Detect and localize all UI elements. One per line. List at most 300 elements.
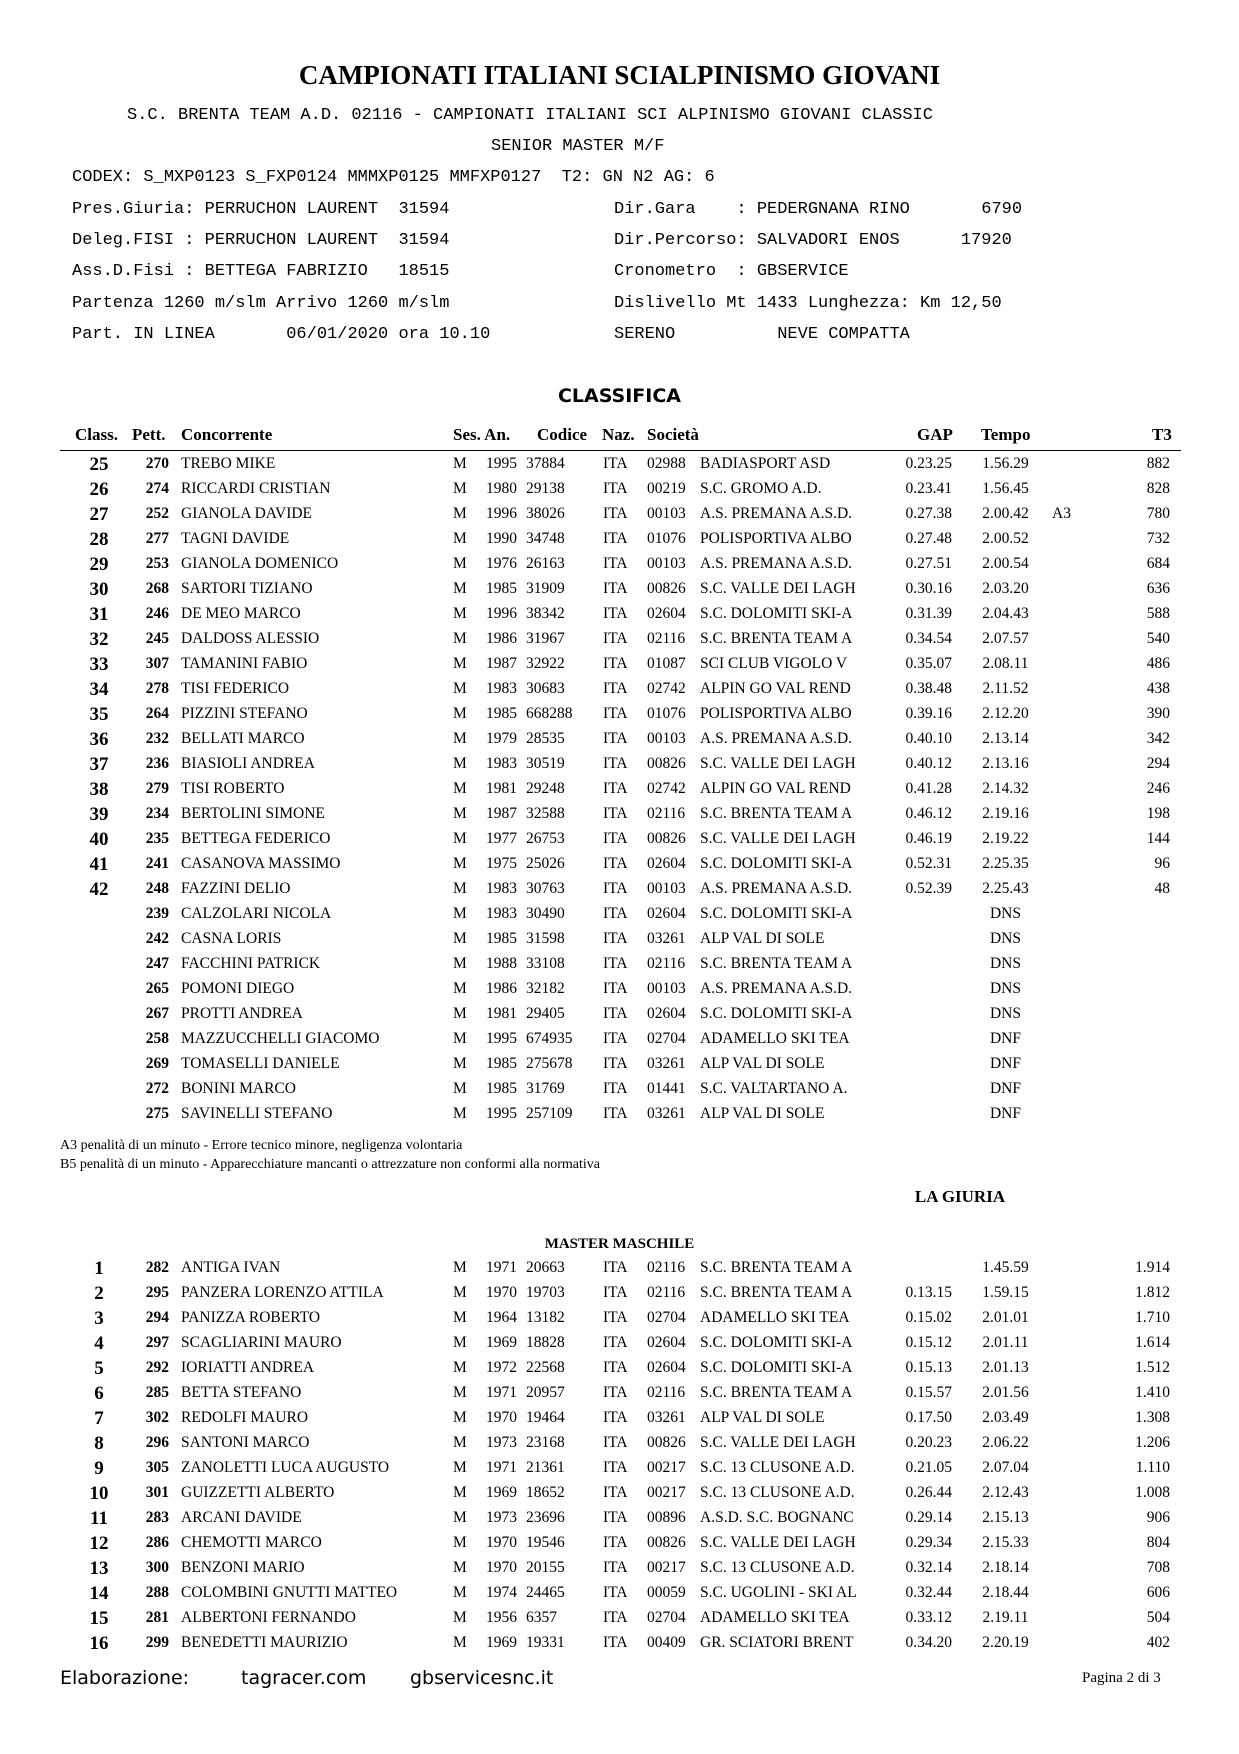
- cell-club: S.C. VALTARTANO A.: [700, 1080, 848, 1097]
- cell-name: DALDOSS ALESSIO: [181, 630, 320, 647]
- cell-nation: ITA: [603, 1559, 628, 1576]
- cell-name: TREBO MIKE: [181, 455, 276, 472]
- cell-nation: ITA: [603, 930, 628, 947]
- cell-bib: 245: [145, 630, 169, 647]
- cell-time: 2.11.52: [982, 680, 1029, 697]
- cell-gap: 0.41.28: [905, 780, 952, 797]
- cell-sex: M: [453, 530, 467, 547]
- table-row: [0, 477, 1239, 502]
- cell-bib: 300: [145, 1559, 169, 1576]
- cell-club: POLISPORTIVA ALBO: [700, 705, 852, 722]
- cell-sex: M: [453, 1259, 467, 1276]
- cell-points: 402: [1146, 1634, 1170, 1651]
- cell-fisi-code: 28535: [526, 730, 565, 747]
- col-tempo: Tempo: [981, 425, 1031, 444]
- cell-time: 2.19.22: [982, 830, 1029, 847]
- cell-club: A.S. PREMANA A.S.D.: [700, 880, 853, 897]
- cell-position: 8: [94, 1433, 104, 1454]
- cell-sex: M: [453, 780, 467, 797]
- cell-name: CHEMOTTI MARCO: [181, 1534, 322, 1551]
- table-row: [0, 1556, 1239, 1581]
- note-a3: A3 penalità di un minuto - Errore tecnico minore, negligenza volontaria: [60, 1138, 463, 1153]
- cell-nation: ITA: [603, 655, 628, 672]
- cell-nation: ITA: [603, 980, 628, 997]
- cell-club-code: 03261: [647, 1105, 686, 1122]
- cell-year: 1969: [486, 1334, 517, 1351]
- cell-fisi-code: 668288: [526, 705, 573, 722]
- cell-fisi-code: 275678: [526, 1055, 573, 1072]
- cell-time: 1.56.29: [982, 455, 1029, 472]
- cell-points: 540: [1146, 630, 1170, 647]
- cell-bib: 278: [145, 680, 169, 697]
- cell-fisi-code: 19331: [526, 1634, 565, 1651]
- cell-club-code: 02604: [647, 1005, 686, 1022]
- footer-link-tagracer[interactable]: tagracer.com: [241, 1667, 367, 1689]
- cell-name: POMONI DIEGO: [181, 980, 295, 997]
- cell-year: 1964: [486, 1309, 517, 1326]
- cell-fisi-code: 23696: [526, 1509, 565, 1526]
- meteo-line: SERENO NEVE COMPATTA: [614, 325, 910, 344]
- cell-nation: ITA: [603, 1584, 628, 1601]
- col-naz: Naz.: [602, 425, 635, 444]
- footer-elaborazione: Elaborazione:: [60, 1667, 190, 1689]
- cell-gap: 0.38.48: [905, 680, 952, 697]
- cell-time: 2.15.13: [982, 1509, 1029, 1526]
- table-row: [0, 652, 1239, 677]
- cell-fisi-code: 26753: [526, 830, 565, 847]
- cell-gap: 0.26.44: [905, 1484, 952, 1501]
- deleg-fisi: Deleg.FISI : PERRUCHON LAURENT 31594: [72, 231, 450, 250]
- cell-nation: ITA: [603, 705, 628, 722]
- cell-points: 906: [1146, 1509, 1170, 1526]
- cell-points: 780: [1146, 505, 1170, 522]
- cell-club-code: 00409: [647, 1634, 686, 1651]
- cell-gap: 0.23.25: [905, 455, 952, 472]
- cell-sex: M: [453, 955, 467, 972]
- col-ses-an: Ses. An.: [453, 425, 511, 444]
- table-row: [0, 1456, 1239, 1481]
- master-section-title: MASTER MASCHILE: [544, 1236, 695, 1252]
- cell-bib: 247: [145, 955, 169, 972]
- cell-year: 1973: [486, 1434, 517, 1451]
- table-row: [0, 602, 1239, 627]
- table-row: [0, 1306, 1239, 1331]
- cell-name: TAGNI DAVIDE: [181, 530, 290, 547]
- cell-nation: ITA: [603, 1509, 628, 1526]
- cell-time: 2.19.16: [982, 805, 1029, 822]
- cell-fisi-code: 19703: [526, 1284, 565, 1301]
- cell-year: 1985: [486, 705, 517, 722]
- cell-position: 34: [89, 679, 109, 700]
- cell-points: 1.410: [1135, 1384, 1170, 1401]
- cell-gap: 0.32.44: [905, 1584, 952, 1601]
- table-row: [0, 502, 1239, 527]
- cell-gap: 0.32.14: [905, 1559, 952, 1576]
- cell-fisi-code: 32588: [526, 805, 565, 822]
- cell-time: 1.45.59: [982, 1259, 1029, 1276]
- cell-nation: ITA: [603, 1080, 628, 1097]
- cell-nation: ITA: [603, 680, 628, 697]
- cell-position: 32: [89, 629, 109, 650]
- cell-bib: 246: [145, 605, 169, 622]
- cell-fisi-code: 20155: [526, 1559, 565, 1576]
- cell-fisi-code: 33108: [526, 955, 565, 972]
- cell-bib: 269: [145, 1055, 169, 1072]
- cell-sex: M: [453, 580, 467, 597]
- cell-gap: 0.20.23: [905, 1434, 952, 1451]
- cell-club: S.C. BRENTA TEAM A: [700, 805, 853, 822]
- cell-club-code: 03261: [647, 930, 686, 947]
- cell-name: TISI FEDERICO: [181, 680, 290, 697]
- cell-time: 2.01.13: [982, 1359, 1029, 1376]
- cell-nation: ITA: [603, 1384, 628, 1401]
- cell-club: S.C. UGOLINI - SKI AL: [700, 1584, 857, 1601]
- cell-sex: M: [453, 1105, 467, 1122]
- cell-time: 2.13.14: [982, 730, 1029, 747]
- cell-club: S.C. DOLOMITI SKI-A: [700, 855, 853, 872]
- cell-gap: 0.15.13: [905, 1359, 952, 1376]
- part-line: Part. IN LINEA 06/01/2020 ora 10.10: [72, 325, 491, 344]
- cell-club: S.C. 13 CLUSONE A.D.: [700, 1559, 855, 1576]
- cell-points: 1.008: [1135, 1484, 1170, 1501]
- dislivello: Dislivello Mt 1433 Lunghezza: Km 12,50: [614, 294, 1002, 313]
- cell-club: S.C. 13 CLUSONE A.D.: [700, 1459, 855, 1476]
- cell-year: 1971: [486, 1459, 517, 1476]
- cell-time: 2.00.52: [982, 530, 1029, 547]
- cell-club: S.C. VALLE DEI LAGH: [700, 1534, 856, 1551]
- cell-club-code: 00826: [647, 580, 686, 597]
- cell-bib: 281: [145, 1609, 169, 1626]
- table-row: [0, 552, 1239, 577]
- table-row: [0, 1506, 1239, 1531]
- cell-time: 2.25.35: [982, 855, 1029, 872]
- cell-name: BELLATI MARCO: [181, 730, 305, 747]
- cell-nation: ITA: [603, 1634, 628, 1651]
- cell-gap: 0.29.14: [905, 1509, 952, 1526]
- cell-gap: 0.33.12: [905, 1609, 952, 1626]
- col-concorrente: Concorrente: [181, 425, 273, 444]
- cell-sex: M: [453, 555, 467, 572]
- cell-name: ZANOLETTI LUCA AUGUSTO: [181, 1459, 390, 1476]
- cell-position: 5: [94, 1358, 104, 1379]
- cell-year: 1988: [486, 955, 517, 972]
- cell-time: 2.13.16: [982, 755, 1029, 772]
- cell-name: CALZOLARI NICOLA: [181, 905, 332, 922]
- cell-bib: 274: [145, 480, 169, 497]
- cell-year: 1981: [486, 780, 517, 797]
- cell-club: S.C. VALLE DEI LAGH: [700, 1434, 856, 1451]
- cell-club-code: 02604: [647, 905, 686, 922]
- cell-club: A.S. PREMANA A.S.D.: [700, 980, 853, 997]
- cell-gap: 0.52.31: [905, 855, 952, 872]
- cell-position: 31: [89, 604, 109, 625]
- cell-sex: M: [453, 480, 467, 497]
- cell-time: 2.06.22: [982, 1434, 1029, 1451]
- cell-year: 1971: [486, 1259, 517, 1276]
- table-row: [0, 852, 1239, 877]
- cell-position: 42: [89, 879, 109, 900]
- cell-club-code: 00896: [647, 1509, 686, 1526]
- cell-club-code: 00103: [647, 730, 686, 747]
- cell-club-code: 01441: [647, 1080, 686, 1097]
- table-row: [0, 952, 1239, 977]
- cell-fisi-code: 29248: [526, 780, 565, 797]
- cell-year: 1977: [486, 830, 517, 847]
- cell-sex: M: [453, 630, 467, 647]
- cell-nation: ITA: [603, 1005, 628, 1022]
- table-row: [0, 1256, 1239, 1281]
- cell-fisi-code: 37884: [526, 455, 565, 472]
- giuria-label: LA GIURIA: [914, 1187, 1006, 1206]
- table-row: [0, 1481, 1239, 1506]
- cell-club-code: 00826: [647, 1534, 686, 1551]
- cell-fisi-code: 23168: [526, 1434, 565, 1451]
- cell-time: 2.07.57: [982, 630, 1029, 647]
- cell-bib: 241: [145, 855, 169, 872]
- cell-position: 2: [94, 1283, 104, 1304]
- race-line: S.C. BRENTA TEAM A.D. 02116 - CAMPIONATI ITALIANI SCI ALPINISMO GIOVANI CLASSIC: [127, 106, 933, 125]
- cell-club: S.C. GROMO A.D.: [700, 480, 822, 497]
- cell-sex: M: [453, 1409, 467, 1426]
- cell-club: A.S. PREMANA A.S.D.: [700, 555, 853, 572]
- cell-time: 2.12.43: [982, 1484, 1029, 1501]
- cell-year: 1972: [486, 1359, 517, 1376]
- cell-sex: M: [453, 655, 467, 672]
- cell-nation: ITA: [603, 1055, 628, 1072]
- cell-points: 198: [1146, 805, 1170, 822]
- table-row: [0, 677, 1239, 702]
- cell-points: 246: [1146, 780, 1170, 797]
- cell-bib: 302: [145, 1409, 169, 1426]
- cell-sex: M: [453, 605, 467, 622]
- cell-bib: 235: [145, 830, 169, 847]
- cell-year: 1973: [486, 1509, 517, 1526]
- cell-name: RICCARDI CRISTIAN: [181, 480, 331, 497]
- cell-bib: 275: [145, 1105, 169, 1122]
- cell-nation: ITA: [603, 1105, 628, 1122]
- cell-sex: M: [453, 1005, 467, 1022]
- cell-points: 1.614: [1135, 1334, 1170, 1351]
- cell-time: 2.01.01: [982, 1309, 1029, 1326]
- cell-points: 342: [1146, 730, 1170, 747]
- cell-points: 828: [1146, 480, 1170, 497]
- cell-gap: 0.27.51: [905, 555, 952, 572]
- cronometro: Cronometro : GBSERVICE: [614, 262, 849, 281]
- cell-nation: ITA: [603, 830, 628, 847]
- cell-year: 1985: [486, 1055, 517, 1072]
- cell-points: 1.512: [1135, 1359, 1170, 1376]
- cell-fisi-code: 18828: [526, 1334, 565, 1351]
- cell-position: 25: [89, 454, 109, 475]
- cell-club: SCI CLUB VIGOLO V: [700, 655, 848, 672]
- category-line: SENIOR MASTER M/F: [491, 137, 665, 156]
- cell-bib: 258: [145, 1030, 169, 1047]
- cell-nation: ITA: [603, 555, 628, 572]
- cell-points: 390: [1146, 705, 1170, 722]
- cell-club-code: 02704: [647, 1309, 686, 1326]
- cell-club: S.C. BRENTA TEAM A: [700, 1259, 853, 1276]
- cell-time: 2.20.19: [982, 1634, 1029, 1651]
- cell-name: BONINI MARCO: [181, 1080, 296, 1097]
- cell-name: TISI ROBERTO: [181, 780, 285, 797]
- cell-points: 804: [1146, 1534, 1170, 1551]
- cell-club-code: 02742: [647, 680, 686, 697]
- partenza: Partenza 1260 m/slm Arrivo 1260 m/slm: [72, 294, 450, 313]
- cell-club: S.C. VALLE DEI LAGH: [700, 580, 856, 597]
- table-row: [0, 902, 1239, 927]
- cell-club: S.C. BRENTA TEAM A: [700, 630, 853, 647]
- note-b5: B5 penalità di un minuto - Apparecchiature mancanti o attrezzature non conformi alla normativa: [60, 1157, 600, 1172]
- cell-club-code: 00826: [647, 830, 686, 847]
- cell-sex: M: [453, 730, 467, 747]
- cell-name: ALBERTONI FERNANDO: [181, 1609, 356, 1626]
- cell-fisi-code: 20663: [526, 1259, 565, 1276]
- cell-position: 37: [89, 754, 109, 775]
- cell-points: 1.914: [1135, 1259, 1170, 1276]
- cell-nation: ITA: [603, 1284, 628, 1301]
- codex-line: CODEX: S_MXP0123 S_FXP0124 MMMXP0125 MMFXP0127 T2: GN N2 AG: 6: [72, 168, 715, 187]
- cell-gap: 0.13.15: [905, 1284, 952, 1301]
- cell-sex: M: [453, 1284, 467, 1301]
- cell-nation: ITA: [603, 580, 628, 597]
- cell-club: ADAMELLO SKI TEA: [700, 1609, 850, 1626]
- cell-club-code: 01076: [647, 530, 686, 547]
- cell-club: S.C. BRENTA TEAM A: [700, 1284, 853, 1301]
- cell-fisi-code: 31769: [526, 1080, 565, 1097]
- cell-club: ADAMELLO SKI TEA: [700, 1309, 850, 1326]
- cell-position: 4: [94, 1333, 104, 1354]
- cell-year: 1983: [486, 755, 517, 772]
- cell-name: DE MEO MARCO: [181, 605, 301, 622]
- cell-bib: 242: [145, 930, 169, 947]
- cell-year: 1979: [486, 730, 517, 747]
- cell-sex: M: [453, 1584, 467, 1601]
- cell-sex: M: [453, 880, 467, 897]
- cell-name: BETTA STEFANO: [181, 1384, 302, 1401]
- cell-bib: 264: [145, 705, 169, 722]
- cell-points: 708: [1146, 1559, 1170, 1576]
- cell-bib: 265: [145, 980, 169, 997]
- cell-name: CASNA LORIS: [181, 930, 282, 947]
- table-row: [0, 1102, 1239, 1127]
- cell-nation: ITA: [603, 730, 628, 747]
- cell-time: DNS: [989, 955, 1021, 972]
- cell-bib: 292: [145, 1359, 169, 1376]
- cell-club-code: 02742: [647, 780, 686, 797]
- cell-sex: M: [453, 1459, 467, 1476]
- cell-year: 1996: [486, 505, 517, 522]
- cell-bib: 239: [145, 905, 169, 922]
- cell-sex: M: [453, 1309, 467, 1326]
- cell-nation: ITA: [603, 1534, 628, 1551]
- cell-time: 2.18.14: [982, 1559, 1029, 1576]
- cell-points: 636: [1146, 580, 1170, 597]
- cell-bib: 268: [145, 580, 169, 597]
- cell-bib: 299: [145, 1634, 169, 1651]
- cell-club-code: 02704: [647, 1609, 686, 1626]
- cell-nation: ITA: [603, 905, 628, 922]
- cell-name: SCAGLIARINI MAURO: [181, 1334, 342, 1351]
- cell-time: 2.01.11: [982, 1334, 1029, 1351]
- cell-position: 41: [89, 854, 109, 875]
- cell-nation: ITA: [603, 880, 628, 897]
- cell-year: 1985: [486, 580, 517, 597]
- table-row: [0, 827, 1239, 852]
- cell-time: 2.08.11: [982, 655, 1029, 672]
- cell-club-code: 00217: [647, 1484, 686, 1501]
- cell-position: 27: [89, 504, 109, 525]
- col-class: Class.: [75, 425, 118, 444]
- cell-points: 588: [1146, 605, 1170, 622]
- cell-club-code: 02116: [647, 955, 686, 972]
- table-row: [0, 452, 1239, 477]
- cell-club: ALP VAL DI SOLE: [700, 1105, 825, 1122]
- cell-sex: M: [453, 1055, 467, 1072]
- cell-fisi-code: 19464: [526, 1409, 565, 1426]
- cell-year: 1983: [486, 905, 517, 922]
- footer-link-gbservice[interactable]: gbservicesnc.it: [410, 1667, 554, 1689]
- cell-fisi-code: 25026: [526, 855, 565, 872]
- cell-bib: 236: [145, 755, 169, 772]
- cell-sex: M: [453, 905, 467, 922]
- cell-name: ARCANI DAVIDE: [181, 1509, 302, 1526]
- cell-position: 12: [89, 1533, 109, 1554]
- cell-gap: 0.40.10: [905, 730, 952, 747]
- cell-name: BIASIOLI ANDREA: [181, 755, 315, 772]
- cell-sex: M: [453, 455, 467, 472]
- cell-gap: 0.27.38: [905, 505, 952, 522]
- cell-club-code: 03261: [647, 1409, 686, 1426]
- table-row: [0, 1077, 1239, 1102]
- cell-club: S.C. DOLOMITI SKI-A: [700, 1334, 853, 1351]
- cell-club-code: 00103: [647, 555, 686, 572]
- cell-position: 26: [89, 479, 109, 500]
- col-pett: Pett.: [132, 425, 166, 444]
- ass-fisi: Ass.D.Fisi : BETTEGA FABRIZIO 18515: [72, 262, 450, 281]
- cell-time: 2.01.56: [982, 1384, 1029, 1401]
- cell-position: 13: [89, 1558, 109, 1579]
- cell-fisi-code: 674935: [526, 1030, 573, 1047]
- cell-club: A.S.D. S.C. BOGNANC: [700, 1509, 854, 1526]
- cell-nation: ITA: [603, 630, 628, 647]
- cell-fisi-code: 30490: [526, 905, 565, 922]
- cell-gap: 0.31.39: [905, 605, 952, 622]
- cell-fisi-code: 257109: [526, 1105, 573, 1122]
- cell-position: 40: [89, 829, 109, 850]
- cell-name: FAZZINI DELIO: [181, 880, 291, 897]
- cell-club-code: 02704: [647, 1030, 686, 1047]
- cell-gap: 0.40.12: [905, 755, 952, 772]
- cell-points: 882: [1146, 455, 1170, 472]
- cell-bib: 248: [145, 880, 169, 897]
- cell-position: 7: [94, 1408, 104, 1429]
- cell-sex: M: [453, 1609, 467, 1626]
- cell-club-code: 01076: [647, 705, 686, 722]
- cell-name: PROTTI ANDREA: [181, 1005, 303, 1022]
- cell-gap: 0.30.16: [905, 580, 952, 597]
- cell-name: BERTOLINI SIMONE: [181, 805, 325, 822]
- cell-nation: ITA: [603, 855, 628, 872]
- cell-gap: 0.39.16: [905, 705, 952, 722]
- table-row: [0, 877, 1239, 902]
- cell-points: 144: [1146, 830, 1170, 847]
- cell-time: 2.07.04: [982, 1459, 1029, 1476]
- cell-bib: 295: [145, 1284, 169, 1301]
- cell-club-code: 00103: [647, 980, 686, 997]
- cell-sex: M: [453, 1559, 467, 1576]
- cell-club: A.S. PREMANA A.S.D.: [700, 505, 853, 522]
- cell-fisi-code: 13182: [526, 1309, 565, 1326]
